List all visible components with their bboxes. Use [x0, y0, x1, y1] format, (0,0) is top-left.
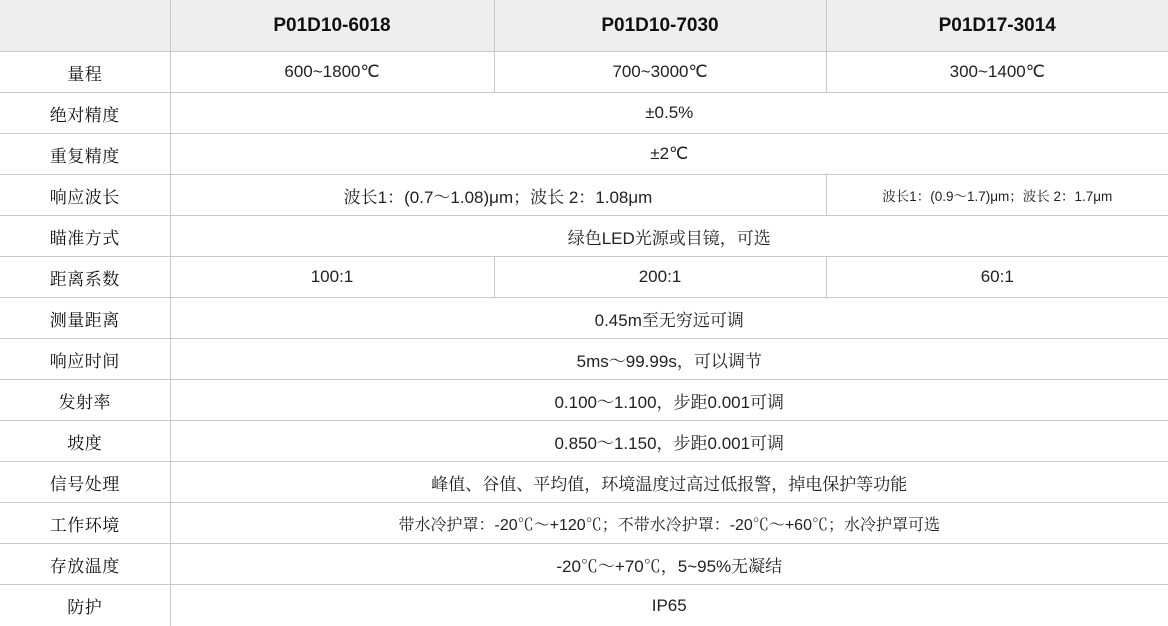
row-value: 0.850～1.150，步距0.001可调 — [170, 421, 1168, 462]
row-label: 量程 — [0, 52, 170, 93]
row-value: ±2℃ — [170, 134, 1168, 175]
row-value: 700~3000℃ — [494, 52, 826, 93]
header-cell-corner — [0, 0, 170, 52]
row-value: 300~1400℃ — [826, 52, 1168, 93]
row-label: 存放温度 — [0, 544, 170, 585]
row-label: 距离系数 — [0, 257, 170, 298]
row-value: 带水冷护罩：-20℃～+120℃；不带水冷护罩：-20℃～+60℃；水冷护罩可选 — [170, 503, 1168, 544]
row-label: 工作环境 — [0, 503, 170, 544]
row-value: 5ms～99.99s，可以调节 — [170, 339, 1168, 380]
table-row — [0, 421, 1168, 462]
table-row — [0, 380, 1168, 421]
table-row — [0, 134, 1168, 175]
row-label: 测量距离 — [0, 298, 170, 339]
row-value: 0.45m至无穷远可调 — [170, 298, 1168, 339]
table-row — [0, 93, 1168, 134]
table-row — [0, 585, 1168, 626]
row-label: 响应时间 — [0, 339, 170, 380]
header-cell-model-2: P01D10-7030 — [494, 0, 826, 52]
row-value: -20℃～+70℃，5~95%无凝结 — [170, 544, 1168, 585]
row-label: 发射率 — [0, 380, 170, 421]
row-label: 响应波长 — [0, 175, 170, 216]
table-row — [0, 298, 1168, 339]
row-value: 峰值、谷值、平均值，环境温度过高过低报警，掉电保护等功能 — [170, 462, 1168, 503]
row-value: 0.100～1.100，步距0.001可调 — [170, 380, 1168, 421]
row-value: IP65 — [170, 585, 1168, 626]
row-value: 波长1：(0.9～1.7)μm；波长 2：1.7μm — [826, 175, 1168, 216]
row-label: 重复精度 — [0, 134, 170, 175]
table-header-row — [0, 0, 1168, 52]
table-row — [0, 462, 1168, 503]
table-row — [0, 216, 1168, 257]
table-row — [0, 503, 1168, 544]
row-label: 防护 — [0, 585, 170, 626]
table-row — [0, 544, 1168, 585]
row-value: 波长1：(0.7～1.08)μm；波长 2：1.08μm — [170, 175, 826, 216]
row-value: 绿色LED光源或目镜，可选 — [170, 216, 1168, 257]
row-value: 200:1 — [494, 257, 826, 298]
table-row — [0, 257, 1168, 298]
row-value: 100:1 — [170, 257, 494, 298]
row-label: 坡度 — [0, 421, 170, 462]
table-row — [0, 339, 1168, 380]
header-cell-model-1: P01D10-6018 — [170, 0, 494, 52]
row-value: ±0.5% — [170, 93, 1168, 134]
table-row — [0, 175, 1168, 216]
row-value: 600~1800℃ — [170, 52, 494, 93]
row-value: 60:1 — [826, 257, 1168, 298]
table-row — [0, 52, 1168, 93]
header-cell-model-3: P01D17-3014 — [826, 0, 1168, 52]
row-label: 瞄准方式 — [0, 216, 170, 257]
row-label: 绝对精度 — [0, 93, 170, 134]
row-label: 信号处理 — [0, 462, 170, 503]
